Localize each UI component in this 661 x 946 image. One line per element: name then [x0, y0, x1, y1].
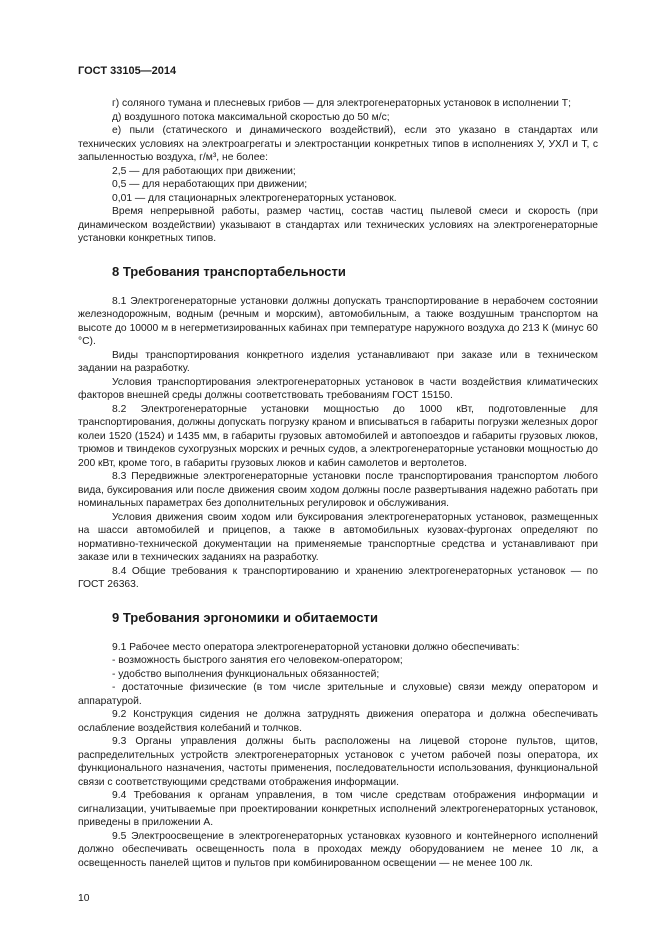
paragraph: Время непрерывной работы, размер частиц, состав частиц пылевой смеси и скорость (при динамическом воздействии) указывают в стандартах или технических условиях на электрогенераторные установки конкретных типов. — [78, 206, 598, 244]
paragraph: 8.4 Общие требования к транспортированию и хранению электрогенераторных установок — по ГОСТ 26363. — [78, 565, 598, 590]
paragraph: - возможность быстрого занятия его человеком-оператором; — [112, 655, 403, 666]
paragraph: 9.2 Конструкция сидения не должна затруднять движения оператора и должна обеспечивать ослабление воздействия колебаний и толчков. — [78, 709, 598, 734]
paragraph: Условия движения своим ходом или буксирования электрогенераторных установок, размещенных на шасси автомобилей и прицепов, а также в автомобильных кузовах-фургонах определяют по нормативно-технической документации на применяемые транспортные средства и устанавливают при заказе или в технических заданиях на разработку. — [78, 511, 598, 563]
page-number: 10 — [78, 893, 90, 904]
paragraph: 9.3 Органы управления должны быть расположены на лицевой стороне пультов, щитов, распределительных устройств электрогенераторных установок с учетом рабочей позы оператора, их функционального назначения, частоты применения, последовательности использования, функциональной связи с соответствующими средствами отображения информации. — [78, 736, 598, 788]
paragraph: - удобство выполнения функциональных обязанностей; — [112, 668, 380, 680]
paragraph: г) соляного тумана и плесневых грибов — для электрогенераторных установок в исполнении Т; — [112, 98, 571, 109]
paragraph: 8.1 Электрогенераторные установки должны допускать транспортирование в нерабочем состоянии железнодорожным, водным (речным и морским), автомобильным, а также воздушным транспортом на высоте до 10000 м в негерметизированных кабинах при температуре наружного воздуха до 213 К (минус 60 °С). — [78, 295, 598, 347]
paragraph: 9.5 Электроосвещение в электрогенераторных установках кузовного и контейнерного исполнений должно обеспечивать освещенность пола в проходах между оборудованием не менее 10 лк, а освещенность панелей щитов и пультов при комбинированном освещении — не менее 100 лк. — [78, 830, 598, 869]
paragraph: - достаточные физические (в том числе зрительные и слуховые) связи между оператором и аппаратурой. — [78, 682, 598, 707]
paragraph: 0,5 — для неработающих при движении; — [112, 179, 308, 190]
paragraph: 8.2 Электрогенераторные установки мощностью до 1000 кВт, подготовленные для транспортирования, должны допускать погрузку краном и вписываться в габариты погрузки железных дорог колеи 1520 (1524) и 1435 мм, в габариты грузовых автомобилей и автопоездов и габариты грузовых люков, трюмов и твиндеков сухогрузных морских и речных судов, а электрогенераторные установки мощностью до 200 кВт, кроме того, в габариты грузовых люков и кабин самолетов и вертолетов. — [78, 403, 598, 469]
document-code-header: ГОСТ 33105—2014 — [78, 65, 177, 77]
section-heading: 8 Требования транспортабельности — [112, 263, 346, 279]
paragraph: Виды транспортирования конкретного изделия устанавливают при заказе или в техническом задании на разработку. — [78, 349, 598, 374]
paragraph: 9.4 Требования к органам управления, в том числе средствам отображения информации и сигнализации, учитываемые при проектировании конкретных исполнений электрогенераторных установок, приведены в приложении А. — [78, 790, 598, 828]
paragraph: 8.3 Передвижные электрогенераторные установки после транспортирования транспортом любого вида, буксирования или после движения своим ходом должны после развертывания надежно работать при номинальных параметрах без дополнительных регулировок и обслуживания. — [78, 471, 598, 509]
section-heading: 9 Требования эргономики и обитаемости — [112, 609, 379, 625]
document-body — [78, 97, 598, 870]
paragraph: е) пыли (статического и динамического воздействий), если это указано в стандартах или технических условиях на электроагрегаты и электростанции конкретных типов в исполнениях У, УХЛ и Т, с запыленностью воздуха, г/м³, не более: — [78, 125, 598, 163]
paragraph: 0,01 — для стационарных электрогенераторных установок. — [112, 192, 397, 204]
paragraph: 2,5 — для работающих при движении; — [112, 165, 296, 177]
paragraph: 9.1 Рабочее место оператора электрогенераторной установки должно обеспечивать: — [112, 641, 520, 653]
paragraph: д) воздушного потока максимальной скоростью до 50 м/с; — [112, 111, 390, 123]
paragraph: Условия транспортирования электрогенераторных установок в части воздействия климатических факторов внешней среды должны соответствовать требованиям ГОСТ 15150. — [78, 376, 598, 401]
